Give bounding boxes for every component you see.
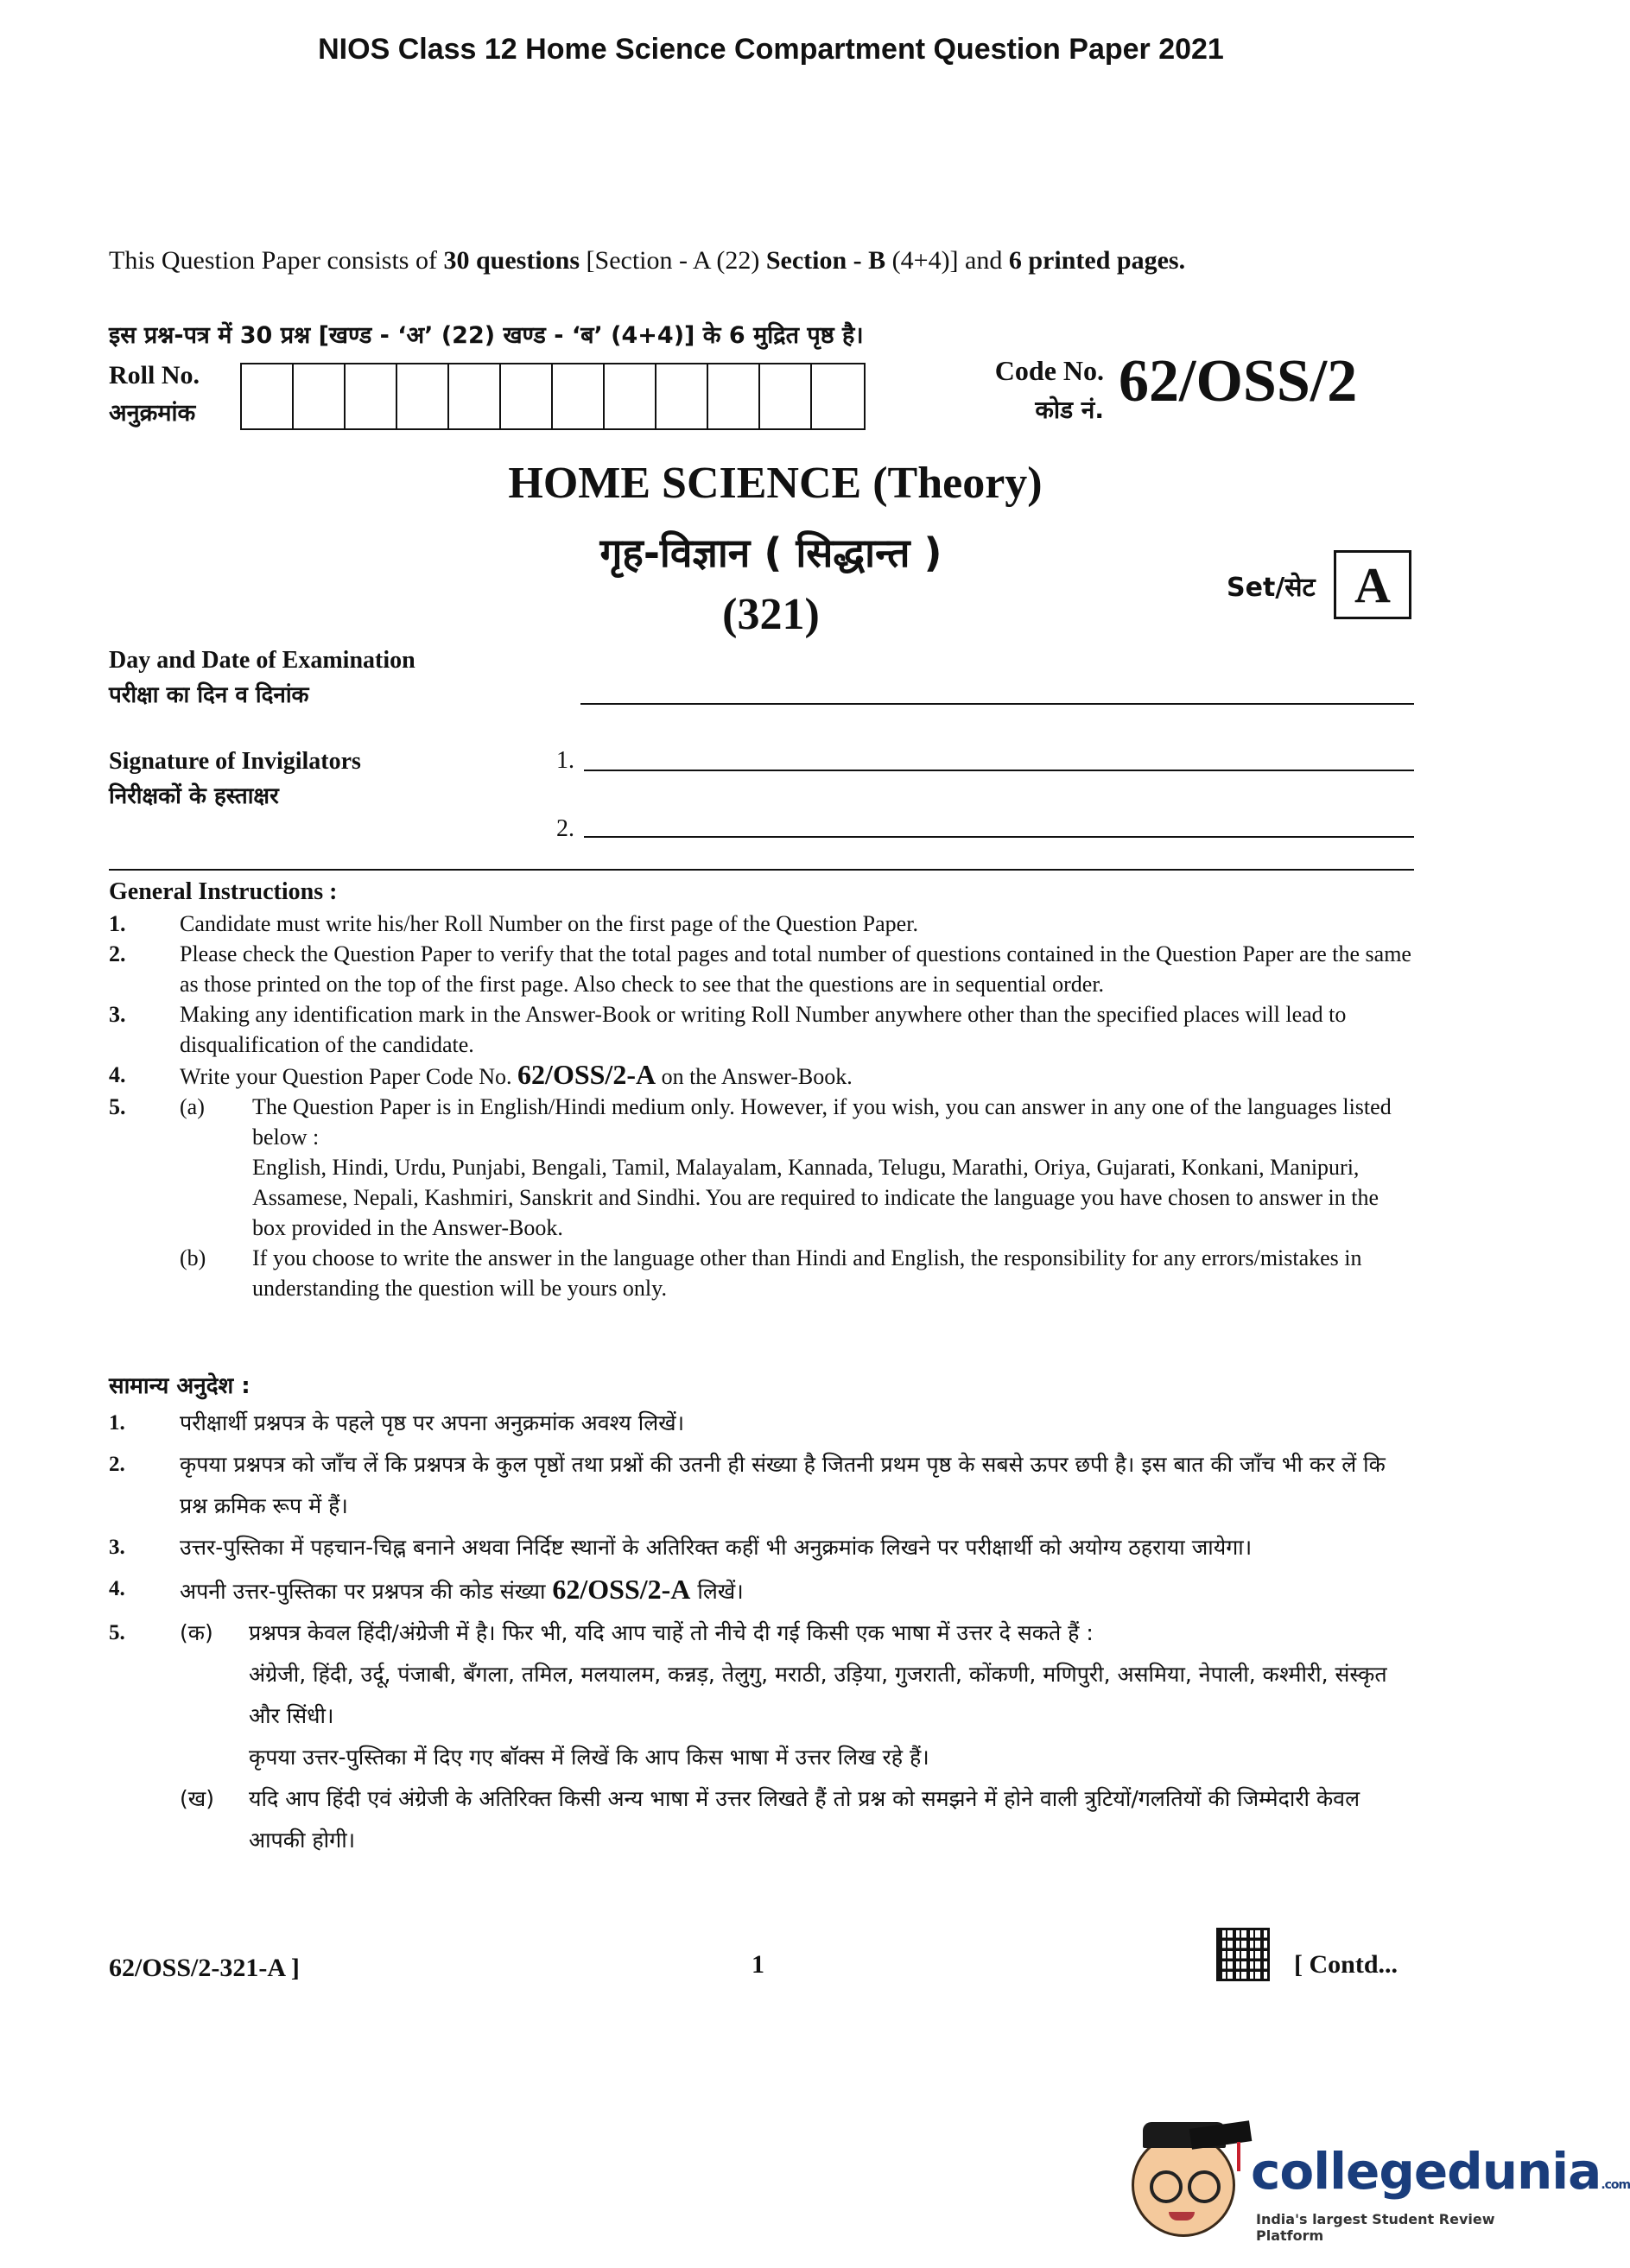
roll-cell[interactable]: [242, 364, 294, 428]
instruction-num: 2.: [109, 941, 126, 966]
invigilator-2-field[interactable]: [584, 836, 1414, 838]
instruction-num: 3.: [109, 1536, 125, 1559]
roll-cell[interactable]: [656, 364, 708, 428]
roll-label-en: Roll No.: [109, 361, 200, 390]
subject-code: (321): [722, 590, 820, 639]
code-number: 62/OSS/2: [1119, 348, 1358, 415]
code-label: [966, 351, 1104, 430]
hindi-instruction-item: [109, 1527, 1414, 1568]
roll-cell[interactable]: [294, 364, 346, 428]
instruction-text: Please check the Question Paper to verify that the total pages and total number of questions contained in the Question Paper are the same as those printed on the top of the first page. Also check to see that the questions are in sequential order.: [180, 941, 1411, 997]
instruction-sub-label: (b): [180, 1245, 206, 1270]
instruction-num: 4.: [109, 1062, 126, 1087]
instruction-item: [109, 909, 1414, 939]
set-box: A: [1334, 550, 1411, 619]
instruction-text: अपनी उत्तर-पुस्तिका पर प्रश्नपत्र की कोड संख्या: [180, 1579, 553, 1604]
roll-cell[interactable]: [346, 364, 397, 428]
exam-date-field[interactable]: [580, 703, 1414, 705]
instruction-sub: [180, 1778, 1414, 1861]
code-label-en: Code No.: [994, 355, 1104, 386]
collegedunia-logo: [1132, 2125, 1630, 2254]
instruction-num: 5.: [109, 1094, 126, 1119]
instruction-text: on the Answer-Book.: [656, 1064, 853, 1089]
brand-suffix: .com: [1601, 2178, 1630, 2192]
invigilator-label: [109, 744, 361, 814]
mascot-glasses-icon: [1150, 2170, 1183, 2203]
mascot-icon: [1132, 2133, 1235, 2237]
mascot-glasses-icon: [1188, 2170, 1221, 2203]
instruction-code: 62/OSS/2-A: [552, 1574, 691, 1605]
intro-a-count: (22): [709, 246, 766, 275]
instruction-sub: [180, 1243, 1414, 1303]
instruction-text: Candidate must write his/her Roll Number on the first page of the Question Paper.: [180, 911, 918, 936]
exam-date-label-en: Day and Date of Examination: [109, 647, 415, 674]
instruction-text: कृपया प्रश्नपत्र को जाँच लें कि प्रश्नपत्र के कुल पृष्ठों तथा प्रश्नों की उतनी ही संख्या है जितनी प्रथम पृष्ठ के सबसे ऊपर छपी है। इस बात की जाँच भी कर लें कि प्रश्न क्रमिक रूप में हैं।: [180, 1452, 1386, 1518]
subject-title: HOME SCIENCE (Theory): [508, 459, 1043, 508]
instruction-num: 3.: [109, 1002, 126, 1027]
continued-label: [ Contd...: [1294, 1950, 1399, 1979]
intro-section-b: Section - B: [765, 246, 886, 275]
roll-label-hi: अनुक्रमांक: [109, 400, 196, 427]
invigilator-1-num: 1.: [556, 747, 574, 774]
intro-text: This Question Paper consists of: [109, 246, 444, 275]
hindi-instruction-item: [109, 1403, 1414, 1444]
footer-code: 62/OSS/2-321-A ]: [109, 1954, 300, 1982]
instruction-languages: English, Hindi, Urdu, Punjabi, Bengali, Tamil, Malayalam, Kannada, Telugu, Marathi, Oriya, Gujarati, Konkani, Manipuri, Assamese, Nepali, Kashmiri, Sanskrit and Sindhi. You are required to indicate the language you have chosen to answer in the box provided in the Answer-Book.: [252, 1155, 1379, 1240]
intro-pages-num: 6: [1008, 246, 1022, 275]
hindi-instructions-heading: सामान्य अनुदेश :: [109, 1373, 251, 1399]
roll-cell[interactable]: [501, 364, 553, 428]
instruction-code: 62/OSS/2-A: [517, 1059, 656, 1090]
roll-label: [109, 357, 200, 433]
hindi-instructions: [109, 1403, 1414, 1861]
brand-tagline: India's largest Student Review Platform: [1256, 2211, 1495, 2244]
instruction-text: उत्तर-पुस्तिका में पहचान-चिह्न बनाने अथवा निर्दिष्ट स्थानों के अतिरिक्त कहीं भी अनुक्रमांक लिखने पर परीक्षार्थी को अयोग्य ठहराया जायेगा।: [180, 1535, 1253, 1560]
instruction-text: Making any identification mark in the Answer-Book or writing Roll Number anywhere other than the specified places will lead to disqualification of the candidate.: [180, 1002, 1347, 1057]
roll-cell[interactable]: [760, 364, 812, 428]
instruction-item: [109, 999, 1414, 1060]
intro-b-count: (4+4)] and: [885, 246, 1009, 275]
set-label: Set/सेट: [1227, 573, 1316, 603]
roll-cell[interactable]: [553, 364, 605, 428]
instruction-sub-text: यदि आप हिंदी एवं अंग्रेजी के अतिरिक्त किसी अन्य भाषा में उत्तर लिखते हैं तो प्रश्न को समझने में होने वाली त्रुटियों/गलतियों की जिम्मेदारी केवल आपकी होगी।: [249, 1786, 1360, 1853]
invigilator-1-field[interactable]: [584, 770, 1414, 771]
intro-printed: printed: [1028, 246, 1111, 275]
instruction-sub: [180, 1612, 1414, 1778]
intro-section-a: [Section - A: [586, 246, 710, 275]
instruction-sub-text: प्रश्नपत्र केवल हिंदी/अंग्रेजी में है। फिर भी, यदि आप चाहें तो नीचे दी गई किसी एक भाषा में उत्तर दे सकते हैं :: [249, 1620, 1094, 1645]
roll-cell[interactable]: [812, 364, 864, 428]
subject-title-hindi: गृह-विज्ञान ( सिद्धान्त ): [599, 529, 942, 576]
instruction-note: कृपया उत्तर-पुस्तिका में दिए गए बॉक्स में लिखें कि आप किस भाषा में उत्तर लिख रहे हैं।: [249, 1745, 929, 1770]
hindi-instruction-item: [109, 1568, 1414, 1612]
instruction-sub-label: (a): [180, 1094, 205, 1119]
instruction-item: [109, 1092, 1414, 1303]
invigilator-2-num: 2.: [556, 815, 574, 842]
brand-name-text: collegedunia: [1251, 2142, 1601, 2201]
roll-cell[interactable]: [708, 364, 760, 428]
intro-english: [109, 244, 1344, 277]
page-banner-title: NIOS Class 12 Home Science Compartment Question Paper 2021: [318, 33, 1224, 66]
instruction-text: Write your Question Paper Code No.: [180, 1064, 518, 1089]
cap-tassel-icon: [1237, 2142, 1240, 2171]
roll-number-boxes[interactable]: [240, 363, 866, 430]
qr-code-icon: [1216, 1928, 1270, 1981]
page-number: 1: [752, 1950, 764, 1979]
roll-cell[interactable]: [397, 364, 449, 428]
general-instructions: [109, 909, 1414, 1303]
instruction-text: परीक्षार्थी प्रश्नपत्र के पहले पृष्ठ पर अपना अनुक्रमांक अवश्य लिखें।: [180, 1410, 685, 1435]
invigilator-label-hi: निरीक्षकों के हस्ताक्षर: [109, 783, 279, 809]
instruction-sub: [180, 1092, 1414, 1243]
instruction-num: 4.: [109, 1577, 125, 1600]
general-instructions-heading: General Instructions :: [109, 878, 338, 905]
exam-date-label-hi: परीक्षा का दिन व दिनांक: [109, 682, 309, 708]
mascot-mouth-icon: [1169, 2212, 1195, 2220]
intro-pages: pages.: [1116, 246, 1186, 275]
divider: [109, 869, 1414, 871]
intro-hindi: इस प्रश्न-पत्र में 30 प्रश्न [खण्ड - ‘अ’ (22) खण्ड - ‘ब’ (4+4)] के 6 मुद्रित पृष्ठ है।: [109, 322, 864, 349]
instruction-sub-label: (ख): [180, 1786, 214, 1811]
instruction-item: [109, 939, 1414, 999]
exam-date-label: [109, 643, 415, 713]
hindi-instruction-item: [109, 1612, 1414, 1861]
instruction-sub-label: (क): [180, 1620, 213, 1645]
instruction-num: 5.: [109, 1621, 125, 1644]
invigilator-label-en: Signature of Invigilators: [109, 748, 361, 775]
instruction-sub-text: If you choose to write the answer in the language other than Hindi and English, the responsibility for any errors/mistakes in understanding the question will be yours only.: [252, 1245, 1362, 1301]
instruction-text: लिखें।: [690, 1579, 744, 1604]
roll-cell[interactable]: [449, 364, 501, 428]
code-label-hi: कोड नं.: [1035, 396, 1104, 424]
hindi-instruction-item: [109, 1444, 1414, 1527]
instruction-languages: अंग्रेजी, हिंदी, उर्दू, पंजाबी, बँगला, तमिल, मलयालम, कन्नड़, तेलुगु, मराठी, उड़िया, गुजराती, कोंकणी, मणिपुरी, असमिया, नेपाली, कश्मीरी, संस्कृत और सिंधी।: [249, 1662, 1387, 1728]
instruction-num: 1.: [109, 1411, 125, 1435]
brand-name: [1251, 2142, 1630, 2201]
instruction-num: 2.: [109, 1453, 125, 1476]
instruction-sub-text: The Question Paper is in English/Hindi medium only. However, if you wish, you can answer in any one of the languages listed below :: [252, 1094, 1392, 1150]
instruction-num: 1.: [109, 911, 126, 936]
roll-cell[interactable]: [605, 364, 656, 428]
instruction-item: [109, 1060, 1414, 1092]
intro-questions: 30 questions: [443, 246, 580, 275]
